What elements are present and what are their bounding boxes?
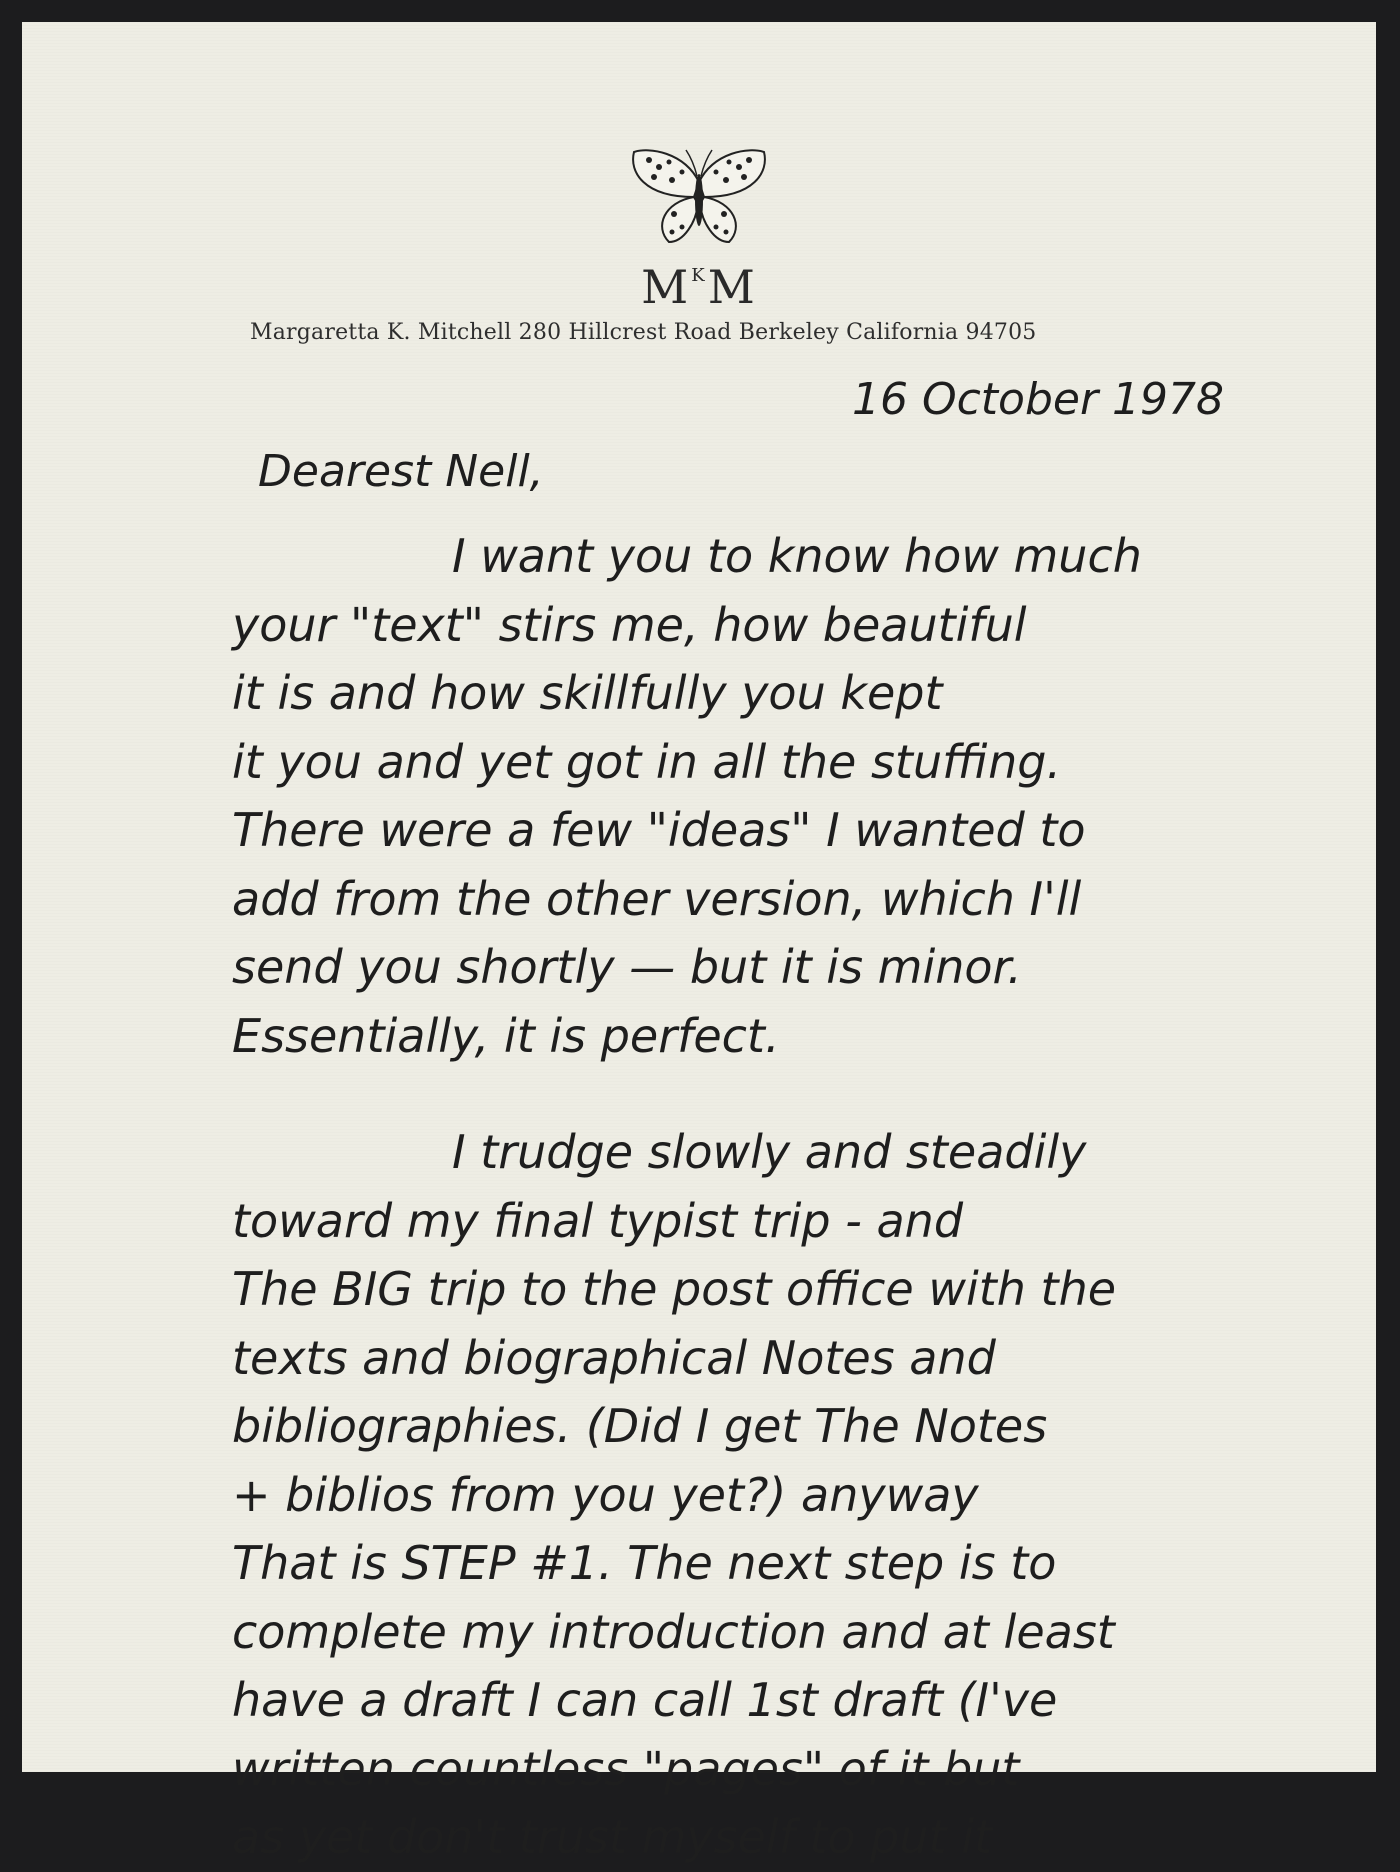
letterhead bbox=[22, 142, 1376, 312]
letter-line: texts and biographical Notes and bbox=[232, 1330, 996, 1385]
monogram-letter: M bbox=[707, 260, 757, 314]
monogram-letter: K bbox=[691, 265, 707, 286]
letter-line: send you shortly — but it is minor. bbox=[232, 940, 1022, 994]
letter-line: I want you to know how much bbox=[452, 529, 1142, 583]
letter-line: as yet don't trust myself to put it bbox=[232, 1810, 993, 1864]
letter-line: The BIG trip to the post office with the bbox=[232, 1262, 1117, 1316]
letter-line: toward my final typist trip - and bbox=[232, 1193, 964, 1248]
letter-line: your "text" stirs me, how beautiful bbox=[232, 597, 1027, 652]
letter-line: There were a few "ideas" I wanted to bbox=[232, 803, 1086, 857]
monogram-letter: M bbox=[641, 260, 691, 314]
letter-line: it is and how skillfully you kept bbox=[232, 666, 943, 720]
letter-line: I trudge slowly and steadily bbox=[452, 1125, 1087, 1179]
letterhead-address: Margaretta K. Mitchell 280 Hillcrest Road Berkeley California 94705 bbox=[250, 320, 1037, 345]
letter-line: bibliographies. (Did I get The Notes bbox=[232, 1399, 1048, 1453]
letter-line: + biblios from you yet?) anyway bbox=[232, 1467, 979, 1522]
letter-page bbox=[22, 22, 1376, 1864]
letter-date: 16 October 1978 bbox=[852, 374, 1225, 425]
letter-line: it you and yet got in all the stuffing. bbox=[232, 734, 1062, 789]
letter-line: complete my introduction and at least bbox=[232, 1604, 1115, 1659]
monogram bbox=[22, 260, 1376, 312]
letter-line: That is STEP #1. The next step is to bbox=[232, 1536, 1057, 1590]
letter-body bbox=[232, 522, 1142, 1872]
letter-line: written countless "pages" of it but bbox=[232, 1741, 1020, 1796]
salutation: Dearest Nell, bbox=[258, 446, 544, 497]
letter-line: add from the other version, which I'll bbox=[232, 871, 1082, 926]
letter-line: have a draft I can call 1st draft (I've bbox=[232, 1673, 1058, 1727]
butterfly-logo bbox=[624, 142, 774, 252]
letter-line: Essentially, it is perfect. bbox=[232, 1008, 780, 1063]
